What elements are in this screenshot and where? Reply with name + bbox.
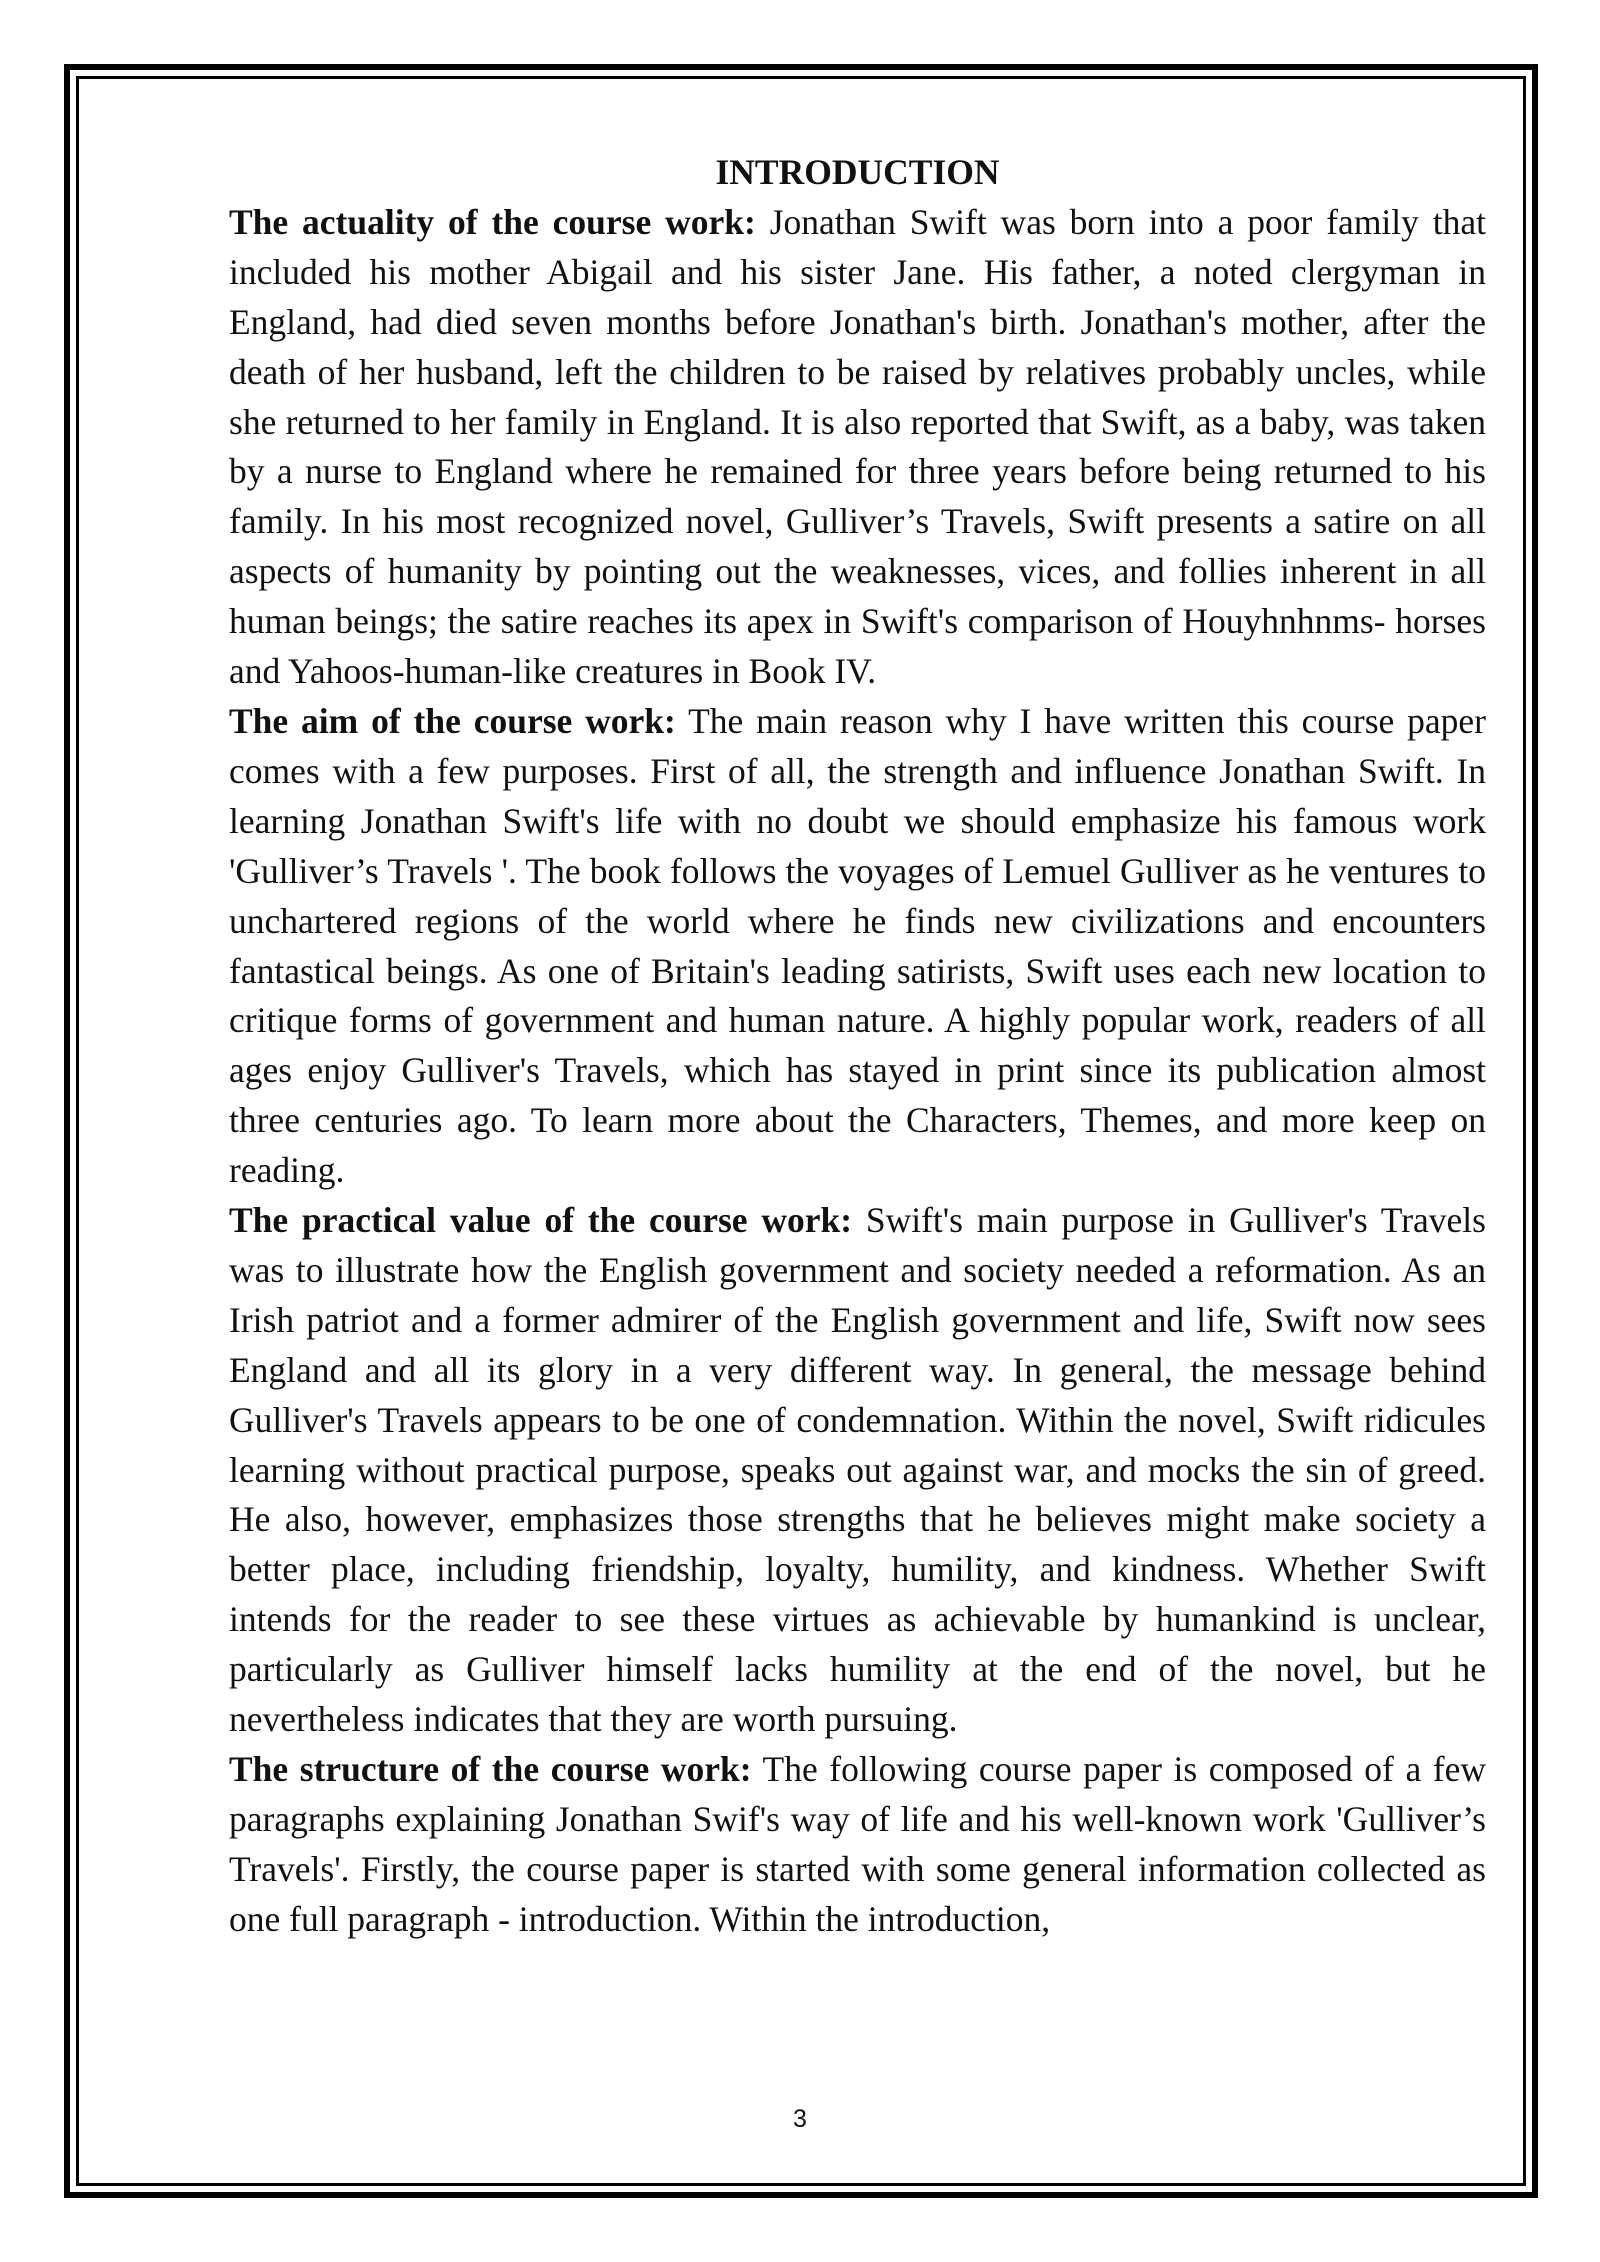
paragraph-label: The practical value of the course work:: [229, 1200, 853, 1241]
paragraph-practical-value: [229, 1196, 1486, 1745]
document-body: [229, 148, 1486, 1945]
paragraph-label: The actuality of the course work:: [229, 201, 756, 242]
paragraph-text: The main reason why I have written this course paper comes with a few purposes. First of all, the strength and influence Jonathan Swift. In learning Jonathan Swift's life with no doubt we should emphasize his famous work 'Gulliver’s Travels '. The book follows the voyages of Lemuel Gulliver as he ventures to unchartered regions of the world where he finds new civilizations and encounters fantastical beings. As one of Britain's leading satirists, Swift uses each new location to critique forms of government and human nature. A highly popular work, readers of all ages enjoy Gulliver's Travels, which has stayed in print since its publication almost three centuries ago. To learn more about the Characters, Themes, and more keep on reading.: [229, 700, 1487, 1191]
paragraph-text: Jonathan Swift was born into a poor family that included his mother Abigail and his sister Jane. His father, a noted clergyman in England, had died seven months before Jonathan's birth. Jonathan's mother, after the death of her husband, left the children to be raised by relatives probably uncles, while she returned to her family in England. It is also reported that Swift, as a baby, was taken by a nurse to England where he remained for three years before being returned to his family. In his most recognized novel, Gulliver’s Travels, Swift presents a satire on all aspects of humanity by pointing out the weaknesses, vices, and follies inherent in all human beings; the satire reaches its apex in Swift's comparison of Houyhnhnms- horses and Yahoos-human-like creatures in Book IV.: [229, 201, 1487, 692]
paragraph-text: The following course paper is composed of a few paragraphs explaining Jonathan Swif's way of life and his well-known work 'Gulliver’s Travels'. Firstly, the course paper is started with some general information collected as one full paragraph - introduction. Within the introduction,: [229, 1749, 1487, 1939]
paragraph-structure: [229, 1745, 1486, 1945]
paragraph-label: The structure of the course work:: [229, 1749, 752, 1789]
paragraph-label: The aim of the course work:: [229, 700, 676, 741]
page-number: 3: [793, 2105, 807, 2133]
paragraph-aim: [229, 697, 1486, 1196]
section-heading: INTRODUCTION: [715, 152, 1000, 192]
paragraph-actuality: [229, 198, 1486, 697]
paragraph-text: Swift's main purpose in Gulliver's Travels was to illustrate how the English government and society needed a reformation. As an Irish patriot and a former admirer of the English government and life, Swift now sees England and all its glory in a very different way. In general, the message behind Gulliver's Travels appears to be one of condemnation. Within the novel, Swift ridicules learning without practical purpose, speaks out against war, and mocks the sin of greed. He also, however, emphasizes those strengths that he believes might make society a better place, including friendship, loyalty, humility, and kindness. Whether Swift intends for the reader to see these virtues as achievable by humankind is unclear, particularly as Gulliver himself lacks humility at the end of the novel, but he nevertheless indicates that they are worth pursuing.: [229, 1200, 1486, 1740]
